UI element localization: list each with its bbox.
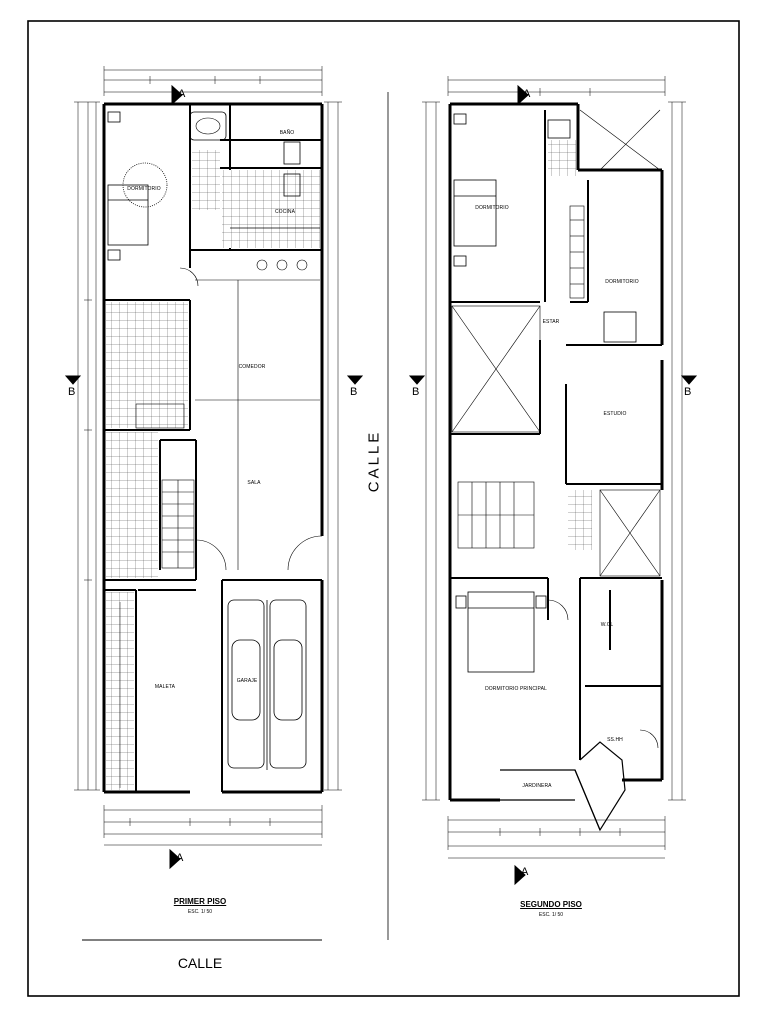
first-floor-bath-tiles [192,150,220,210]
room-label: W.CL [600,622,614,628]
section-mark-b: B [350,386,358,398]
room-label: DORMITORIO [475,205,509,211]
second-floor-dimension-lines [422,76,686,858]
plan-title: PRIMER PISO [173,897,227,906]
second-floor-balcony [500,742,625,830]
room-label: MALETA [154,684,176,690]
first-floor-bathtub [190,112,226,140]
section-mark-b: B [68,386,76,398]
room-label: DORMITORIO PRINCIPAL [485,686,547,692]
room-label: BAÑO [279,130,295,136]
first-floor-stairs [162,480,194,568]
street-label-vertical: CALLE [365,429,383,493]
room-label: ESTAR [542,319,560,325]
section-mark-a: A [523,88,531,100]
room-label: SALA [247,480,261,486]
first-floor-door-swing [196,540,226,570]
first-floor-kitchen-tiles [222,170,320,248]
section-mark-b: B [412,386,420,398]
street-label-bottom: CALLE [177,955,223,971]
section-mark-a: A [176,852,184,864]
plan-scale: ESC. 1/ 50 [538,912,564,918]
room-label: JARDINERA [522,783,552,789]
room-label: GARAJE [236,678,258,684]
second-floor-stairs [458,206,584,548]
first-floor-patio-tiles [106,302,188,428]
room-label: DORMITORIO [127,186,161,192]
second-floor-plan [410,76,696,884]
section-mark-a: A [178,88,186,100]
room-label: COMEDOR [238,364,266,370]
room-label: ESTUDIO [603,411,627,417]
section-mark-a: A [521,866,529,878]
first-floor-garage-cars [228,600,306,770]
room-label: SS.HH [607,737,623,743]
first-floor-laundry-tiles [106,432,158,578]
first-floor-plan [66,66,362,868]
room-label: DORMITORIO [605,279,639,285]
plan-scale: ESC. 1/ 50 [187,909,213,915]
second-floor-door-swing [640,730,658,748]
section-mark-b: B [684,386,692,398]
room-label: COCINA [274,209,296,215]
plan-title: SEGUNDO PISO [520,900,582,909]
